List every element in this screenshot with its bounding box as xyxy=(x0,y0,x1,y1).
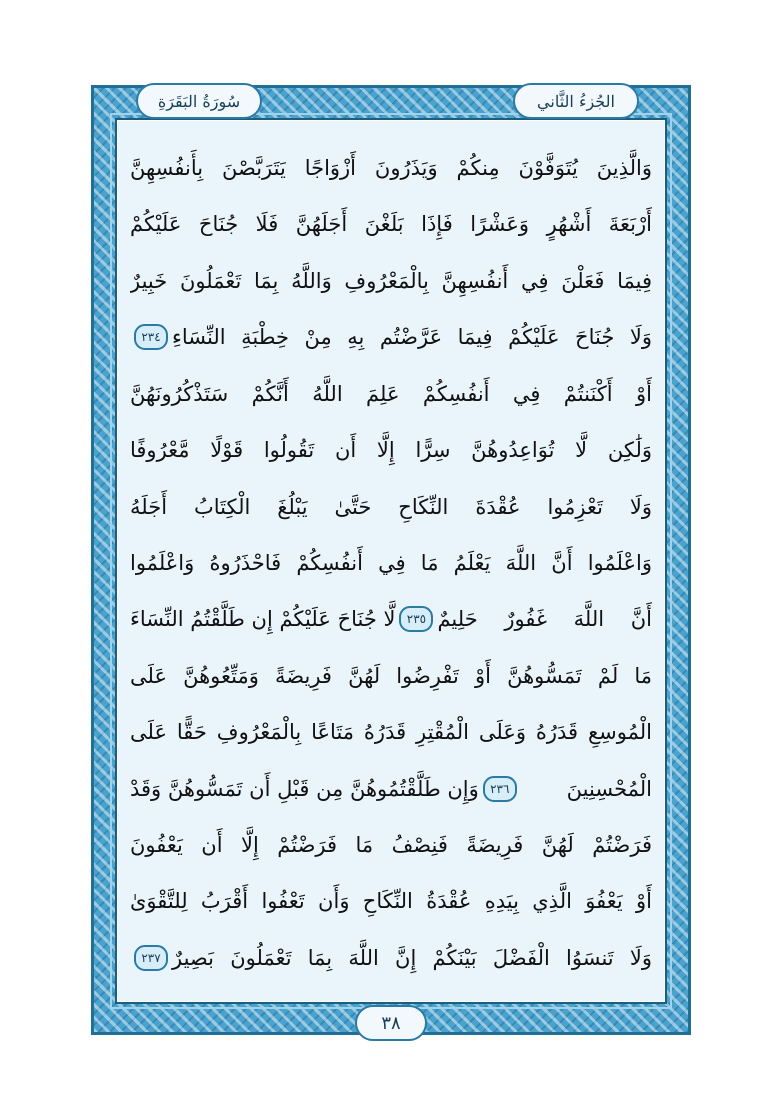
page-number: ٣٨ xyxy=(355,1005,427,1041)
verse-line-9: أَنَّ اللَّهَ غَفُورٌ حَلِيمٌ ٢٣٥ لَّا جُنَاحَ عَلَيْكُمْ إِن طَلَّقْتُمُ النِّسَاءَ xyxy=(130,607,652,632)
verse-line-12: الْمُحْسِنِينَ ٢٣٦ وَإِن طَلَّقْتُمُوهُنَّ مِن قَبْلِ أَن تَمَسُّوهُنَّ وَقَدْ xyxy=(130,776,652,801)
verse-line-11: الْمُوسِعِ قَدَرُهُ وَعَلَى الْمُقْتِرِ قَدَرُهُ مَتَاعًا بِالْمَعْرُوفِ حَقًّا عَلَى xyxy=(130,720,652,745)
surah-name-label: سُورَةُ البَقَرَةِ xyxy=(136,83,262,119)
ayah-number-marker: ٢٣٧ xyxy=(134,945,168,971)
juz-label: الجُزءُ الثَّاني xyxy=(513,83,639,119)
verse-line-13: فَرَضْتُمْ لَهُنَّ فَرِيضَةً فَنِصْفُ مَا فَرَضْتُمْ إِلَّا أَن يَعْفُونَ xyxy=(130,833,652,858)
ayah-number-marker: ٢٣٤ xyxy=(134,324,168,350)
verse-line-7: وَلَا تَعْزِمُوا عُقْدَةَ النِّكَاحِ حَتَّىٰ يَبْلُغَ الْكِتَابُ أَجَلَهُ xyxy=(130,494,652,519)
verse-line-14: أَوْ يَعْفُوَ الَّذِي بِيَدِهِ عُقْدَةُ النِّكَاحِ وَأَن تَعْفُوا أَقْرَبُ لِلتَّقْوَىٰ xyxy=(130,889,652,914)
verse-lines xyxy=(130,140,652,986)
verse-line-10: مَا لَمْ تَمَسُّوهُنَّ أَوْ تَفْرِضُوا لَهُنَّ فَرِيضَةً وَمَتِّعُوهُنَّ عَلَى xyxy=(130,663,652,688)
verse-line-8: وَاعْلَمُوا أَنَّ اللَّهَ يَعْلَمُ مَا فِي أَنفُسِكُمْ فَاحْذَرُوهُ وَاعْلَمُوا xyxy=(130,550,652,575)
verse-line-4: وَلَا جُنَاحَ عَلَيْكُمْ فِيمَا عَرَّضْتُم بِهِ مِنْ خِطْبَةِ النِّسَاءِ ٢٣٤ xyxy=(130,309,652,365)
verse-line-5: أَوْ أَكْنَنتُمْ فِي أَنفُسِكُمْ عَلِمَ اللَّهُ أَنَّكُمْ سَتَذْكُرُونَهُنَّ xyxy=(130,381,652,406)
verse-line-15: وَلَا تَنسَوُا الْفَضْلَ بَيْنَكُمْ إِنَّ اللَّهَ بِمَا تَعْمَلُونَ بَصِيرٌ ٢٣٧ xyxy=(130,930,652,986)
verse-line-1: وَالَّذِينَ يُتَوَفَّوْنَ مِنكُمْ وَيَذَرُونَ أَزْوَاجًا يَتَرَبَّصْنَ بِأَنفُسِهِنَّ xyxy=(130,156,652,180)
ayah-number-marker: ٢٣٦ xyxy=(483,776,517,802)
ayah-number-marker: ٢٣٥ xyxy=(399,606,433,632)
verse-line-2: أَرْبَعَةَ أَشْهُرٍ وَعَشْرًا فَإِذَا بَلَغْنَ أَجَلَهُنَّ فَلَا جُنَاحَ عَلَيْكُمْ xyxy=(130,212,652,237)
verse-line-6: وَلَٰكِن لَّا تُوَاعِدُوهُنَّ سِرًّا إِلَّا أَن تَقُولُوا قَوْلًا مَّعْرُوفًا xyxy=(130,438,652,463)
verse-line-3: فِيمَا فَعَلْنَ فِي أَنفُسِهِنَّ بِالْمَعْرُوفِ وَاللَّهُ بِمَا تَعْمَلُونَ خَبِيرٌ xyxy=(130,268,652,293)
